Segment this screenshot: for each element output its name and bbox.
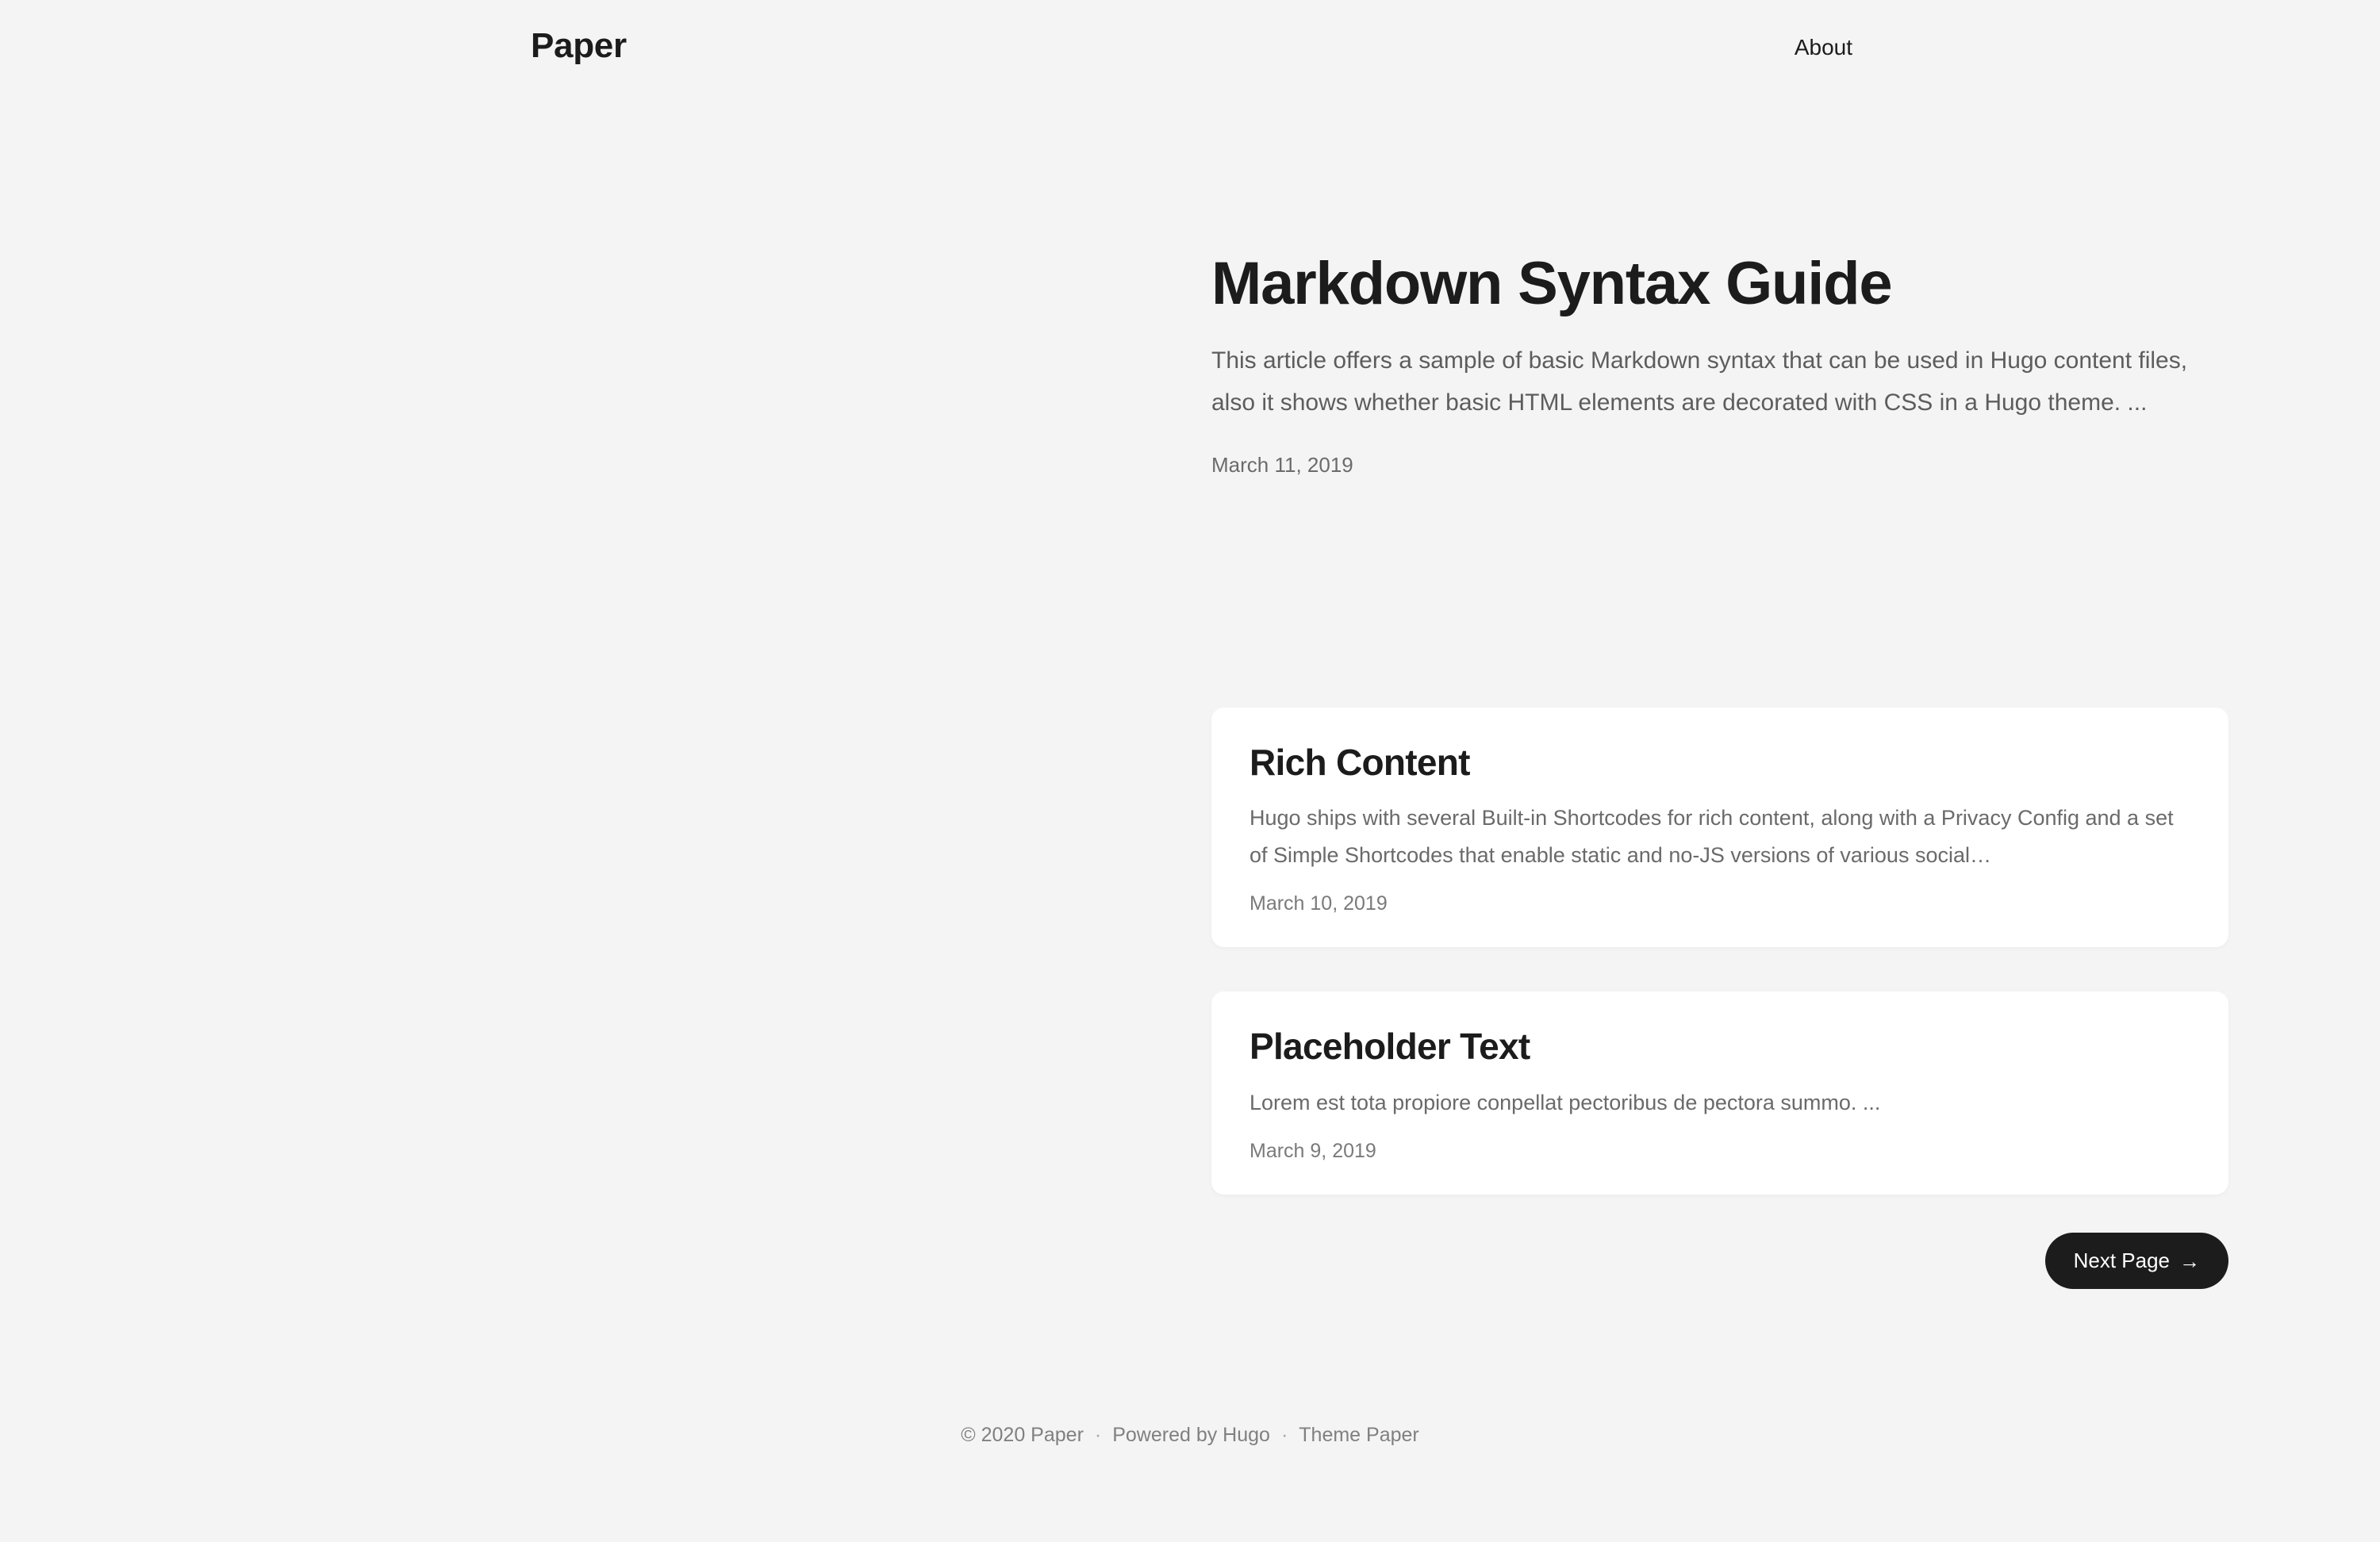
post-summary: Hugo ships with several Built-in Shortcodes for rich content, along with a Privacy Config and a set of Simple Shortcodes that enable static and no-JS versions of various social…: [1250, 806, 2174, 867]
list-item[interactable]: [1211, 708, 2228, 947]
post-list: [1211, 708, 2228, 1195]
main-content: [528, 102, 2200, 1289]
footer-theme-link[interactable]: Theme Paper: [1299, 1424, 1419, 1447]
footer-powered-by-link[interactable]: Powered by Hugo: [1112, 1424, 1270, 1447]
arrow-right-icon: →: [2179, 1249, 2200, 1273]
pagination: [1211, 1195, 2228, 1289]
site-brand-link[interactable]: Paper: [531, 26, 627, 65]
featured-post: [1211, 102, 2235, 478]
featured-post-date: March 11, 2019: [1211, 452, 1353, 477]
post-title[interactable]: Placeholder Text: [1250, 1026, 1530, 1068]
post-title[interactable]: Rich Content: [1250, 741, 1470, 783]
footer-separator: ·: [1094, 1424, 1102, 1447]
next-page-button[interactable]: [2045, 1233, 2228, 1289]
post-date: March 9, 2019: [1250, 1140, 1376, 1163]
list-item[interactable]: [1211, 992, 2228, 1195]
featured-post-title[interactable]: Markdown Syntax Guide: [1211, 250, 1892, 317]
footer-copyright: © 2020 Paper: [961, 1424, 1084, 1447]
footer-separator: ·: [1280, 1424, 1288, 1447]
site-header: [528, 0, 1852, 102]
featured-post-description: This article offers a sample of basic Markdown syntax that can be used in Hugo content files, also it shows whether basic HTML elements are decorated with CSS in a Hugo theme. ...: [1211, 347, 2188, 416]
post-date: March 10, 2019: [1250, 892, 1388, 915]
main-nav: [1795, 29, 1852, 60]
site-footer: [528, 1289, 1852, 1494]
next-page-label: Next Page: [2073, 1249, 2170, 1273]
nav-item-about[interactable]: About: [1794, 35, 1852, 59]
post-summary: Lorem est tota propiore conpellat pectoribus de pectora summo. ...: [1250, 1090, 1881, 1114]
